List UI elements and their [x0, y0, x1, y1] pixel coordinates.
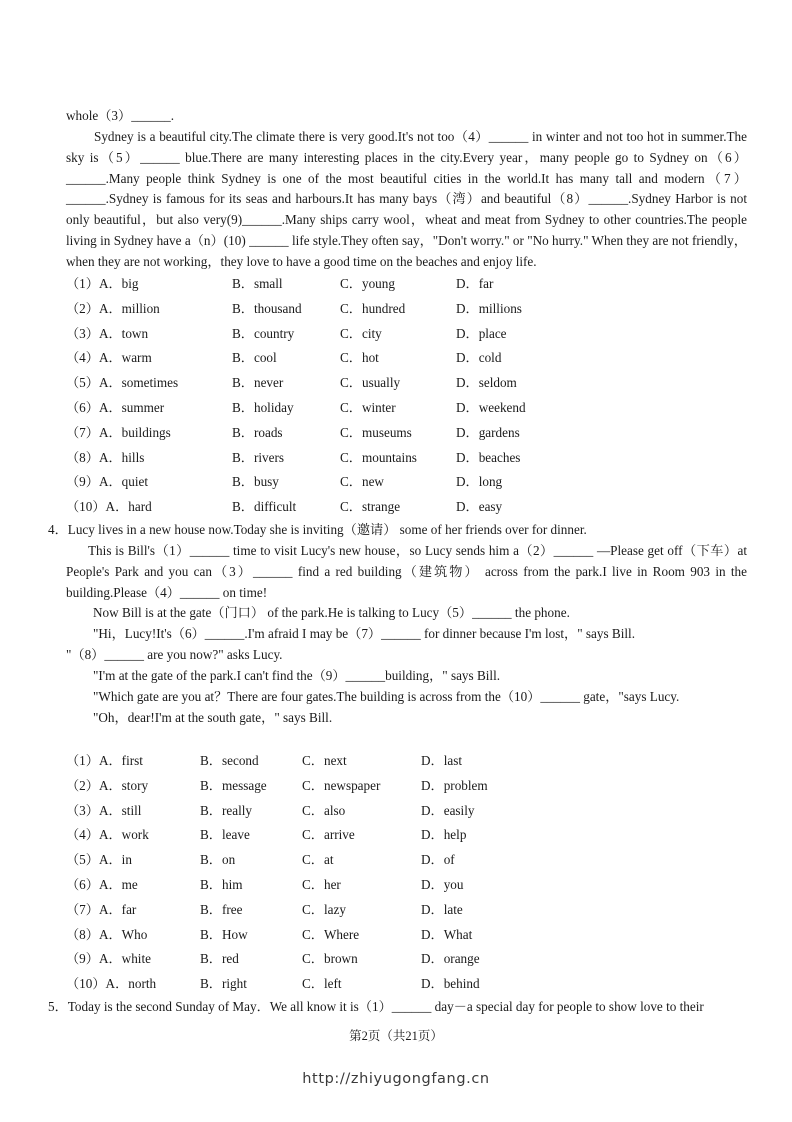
option-c[interactable]: C．new — [340, 474, 384, 490]
option-d[interactable]: D．behind — [421, 976, 480, 992]
option-d[interactable]: D．last — [421, 753, 463, 768]
option-d[interactable]: D．help — [421, 827, 467, 843]
dialogue-line: "Oh，dear!I'm at the south gate，" says Bill. — [93, 710, 333, 725]
option-a[interactable]: （8）A．hills — [66, 449, 145, 465]
option-row — [0, 851, 792, 869]
option-b[interactable]: B．never — [232, 375, 284, 391]
option-row — [0, 275, 792, 293]
option-d[interactable]: D．orange — [421, 951, 480, 967]
option-a[interactable]: （2）A．story — [66, 777, 149, 793]
option-c[interactable]: C．brown — [302, 951, 358, 967]
option-d[interactable]: D．cold — [456, 350, 502, 366]
option-row — [0, 449, 792, 467]
option-a[interactable]: （3）A．town — [66, 325, 149, 341]
option-b[interactable]: B．roads — [232, 424, 283, 440]
watermark-url: http://zhiyugongfang.cn — [302, 1071, 490, 1087]
option-d[interactable]: D．millions — [456, 300, 522, 316]
option-row — [0, 300, 792, 318]
option-d[interactable]: D．weekend — [456, 400, 526, 415]
option-c[interactable]: C．winter — [340, 400, 396, 415]
option-b[interactable]: B．free — [200, 901, 243, 917]
option-row — [0, 349, 792, 367]
option-d[interactable]: D．What — [421, 926, 473, 942]
option-row — [0, 399, 792, 417]
option-row — [0, 777, 792, 795]
option-a[interactable]: （1）A．first — [66, 753, 143, 768]
option-row — [0, 473, 792, 491]
passage3-lead: whole（3）______. — [66, 108, 175, 123]
option-row — [0, 325, 792, 343]
option-d[interactable]: D．long — [456, 474, 503, 490]
option-c[interactable]: C．next — [302, 753, 347, 768]
option-a[interactable]: （8）A．Who — [66, 926, 148, 942]
option-a[interactable]: （6）A．me — [66, 877, 138, 892]
option-c[interactable]: C．also — [302, 802, 346, 818]
option-a[interactable]: （5）A．in — [66, 852, 132, 868]
option-b[interactable]: B．second — [200, 753, 259, 768]
passage4-paragraph: This is Bill's（1）______ time to visit Lucy's new house，so Lucy sends him a（2）______ —Please get off（下车）at People's Park and you can（3）______ find a red building（建筑物） across from the park.I live in Room 903 in the building.Please（4）______ on time! — [66, 543, 747, 600]
option-a[interactable]: （7）A．buildings — [66, 424, 171, 440]
option-row — [0, 498, 792, 516]
option-d[interactable]: D．you — [421, 877, 464, 892]
option-b[interactable]: B．red — [200, 951, 239, 967]
option-c[interactable]: C．lazy — [302, 901, 346, 917]
option-b[interactable]: B．thousand — [232, 300, 302, 316]
option-c[interactable]: C．at — [302, 852, 334, 868]
option-row — [0, 975, 792, 993]
option-b[interactable]: B．difficult — [232, 499, 297, 515]
option-a[interactable]: （4）A．work — [66, 827, 149, 843]
option-a[interactable]: （10）A．north — [66, 976, 157, 992]
option-b[interactable]: B．rivers — [232, 449, 285, 465]
dialogue-line: "Which gate are you at？There are four gates.The building is across from the（10）______ gate，"says Lucy. — [93, 689, 680, 704]
option-c[interactable]: C．left — [302, 976, 342, 992]
option-c[interactable]: C．city — [340, 325, 382, 341]
option-d[interactable]: D．far — [456, 276, 494, 291]
option-b[interactable]: B．small — [232, 276, 283, 291]
option-a[interactable]: （4）A．warm — [66, 350, 152, 366]
option-row — [0, 901, 792, 919]
option-b[interactable]: B．really — [200, 802, 253, 818]
option-b[interactable]: B．message — [200, 777, 267, 793]
option-a[interactable]: （3）A．still — [66, 802, 142, 818]
option-c[interactable]: C．hundred — [340, 300, 406, 316]
dialogue-line: "（8）______ are you now?" asks Lucy. — [66, 647, 283, 662]
option-b[interactable]: B．cool — [232, 350, 277, 366]
option-row — [0, 374, 792, 392]
passage3-paragraph: Sydney is a beautiful city.The climate there is very good.It's not too（4）______ in winter and not too hot in summer.The sky is（5）______ blue.There are many interesting places in the city.Every year，many people go to Sydney on（6）______.Many people think Sydney is one of the most beautiful cities in the world.It has many tall and modern（7）______.Sydney is famous for its seas and harbours.It has many bays（湾）and beautiful（8）______.Sydney Harbor is not only beautiful，but also very(9)______.Many ships carry wool，wheat and meat from Sydney to other countries.The people living in Sydney have a（n）(10) ______ life style.They often say，"Don't worry." or "No hurry." When they are not friendly，when they are not working，they love to have a good time on the beaches and enjoy life. — [66, 129, 747, 269]
option-a[interactable]: （10）A．hard — [66, 499, 152, 515]
option-b[interactable]: B．right — [200, 976, 247, 992]
option-c[interactable]: C．hot — [340, 350, 379, 366]
option-b[interactable]: B．leave — [200, 827, 250, 843]
option-d[interactable]: D．of — [421, 852, 455, 868]
option-d[interactable]: D．problem — [421, 777, 488, 793]
dialogue-line: "Hi，Lucy!It's（6）______.I'm afraid I may be（7）______ for dinner because I'm lost，" says Bill. — [93, 626, 635, 641]
option-d[interactable]: D．late — [421, 901, 463, 917]
option-c[interactable]: C．newspaper — [302, 777, 381, 793]
option-a[interactable]: （9）A．white — [66, 951, 151, 967]
option-d[interactable]: D．easy — [456, 499, 503, 515]
option-a[interactable]: （9）A．quiet — [66, 474, 149, 490]
option-d[interactable]: D．easily — [421, 802, 475, 818]
option-c[interactable]: C．young — [340, 276, 395, 291]
option-row — [0, 950, 792, 968]
option-b[interactable]: B．on — [200, 852, 236, 868]
option-d[interactable]: D．beaches — [456, 449, 521, 465]
option-b[interactable]: B．holiday — [232, 400, 294, 415]
option-c[interactable]: C．arrive — [302, 827, 355, 843]
option-a[interactable]: （1）A．big — [66, 276, 139, 291]
option-b[interactable]: B．him — [200, 877, 243, 892]
option-a[interactable]: （6）A．summer — [66, 400, 165, 415]
option-d[interactable]: D．gardens — [456, 424, 520, 440]
option-a[interactable]: （2）A．million — [66, 300, 160, 316]
passage5-title: 5．Today is the second Sunday of May．We all know it is（1）______ day－a special day for people to show love to their — [48, 999, 704, 1014]
option-d[interactable]: D．seldom — [456, 375, 517, 391]
option-c[interactable]: C．usually — [340, 375, 401, 391]
dialogue-line: "I'm at the gate of the park.I can't find the（9）______building，" says Bill. — [93, 668, 501, 683]
option-row — [0, 826, 792, 844]
option-row — [0, 926, 792, 944]
option-c[interactable]: C．Where — [302, 926, 360, 942]
option-a[interactable]: （5）A．sometimes — [66, 375, 179, 391]
option-c[interactable]: C．her — [302, 877, 341, 892]
option-row — [0, 876, 792, 894]
option-d[interactable]: D．place — [456, 325, 507, 341]
option-b[interactable]: B．How — [200, 926, 248, 942]
option-c[interactable]: C．museums — [340, 424, 412, 440]
option-row — [0, 752, 792, 770]
passage4-title: 4．Lucy lives in a new house now.Today she is inviting（邀请） some of her friends over for dinner. — [48, 522, 587, 537]
option-row — [0, 802, 792, 820]
dialogue-line: Now Bill is at the gate（门口） of the park.He is talking to Lucy（5）______ the phone. — [93, 605, 570, 620]
option-b[interactable]: B．busy — [232, 474, 279, 490]
option-b[interactable]: B．country — [232, 325, 295, 341]
option-c[interactable]: C．mountains — [340, 449, 417, 465]
option-a[interactable]: （7）A．far — [66, 901, 137, 917]
option-c[interactable]: C．strange — [340, 499, 401, 515]
page-number: 第2页（共21页） — [349, 1029, 443, 1043]
option-row — [0, 424, 792, 442]
